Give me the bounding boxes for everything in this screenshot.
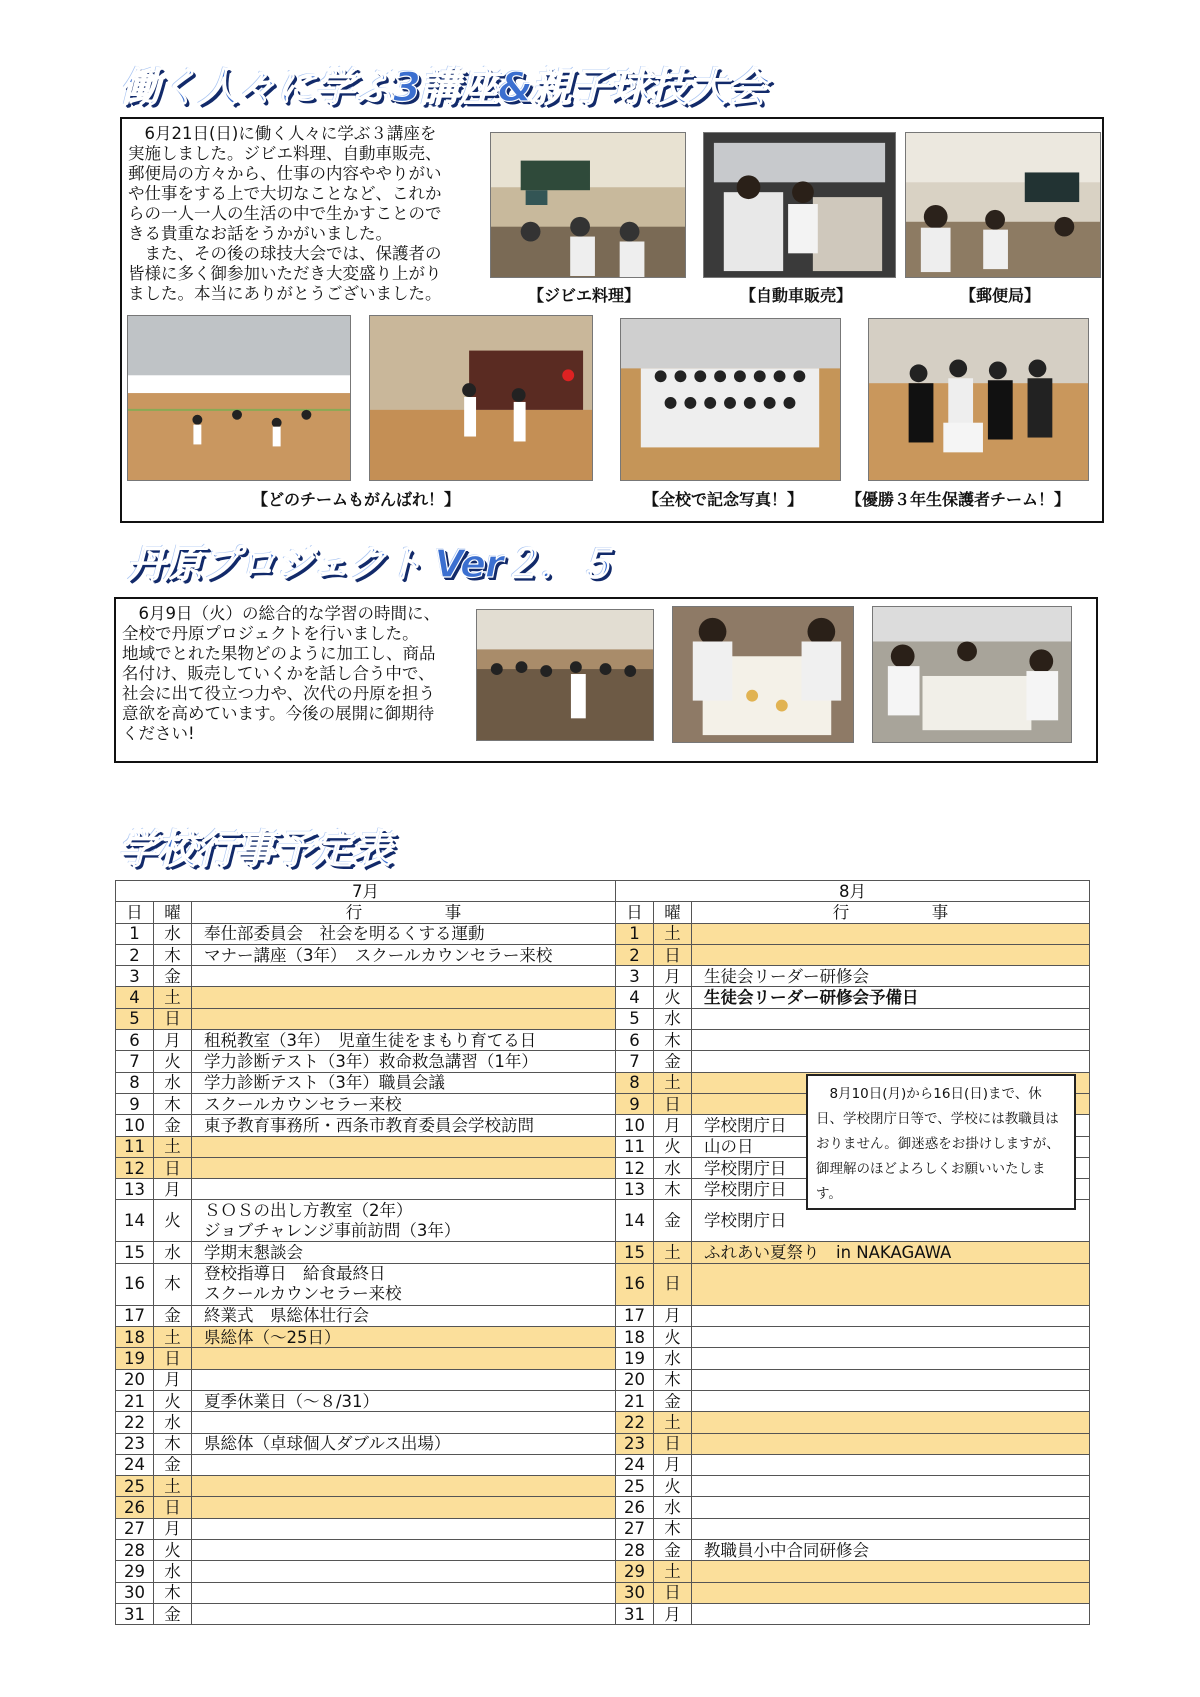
july-day: 4 [116,987,154,1008]
august-event [692,1582,1090,1603]
august-day: 4 [616,987,654,1008]
august-weekday: 金 [654,1200,692,1242]
july-weekday: 月 [154,1179,192,1200]
august-weekday: 日 [654,944,692,965]
july-weekday: 月 [154,1030,192,1051]
august-day: 8 [616,1072,654,1093]
august-day: 30 [616,1582,654,1603]
july-event [192,966,616,987]
july-event: ＳＯＳの出し方教室（2年） ジョブチャレンジ事前訪問（3年） [192,1200,616,1242]
caption-team: 【どのチームもがんばれ！】 [252,490,461,509]
july-weekday: 水 [154,923,192,944]
july-weekday: 火 [154,1390,192,1411]
july-day: 25 [116,1476,154,1497]
august-day: 27 [616,1518,654,1539]
july-weekday: 日 [154,1008,192,1029]
col-event-jul: 行 事 [192,902,616,923]
schedule-row [116,1518,1090,1539]
july-event [192,1348,616,1369]
july-weekday: 木 [154,1093,192,1114]
photo-post [905,132,1101,278]
august-day: 19 [616,1348,654,1369]
august-weekday: 月 [654,1115,692,1136]
august-weekday: 火 [654,1327,692,1348]
august-event [692,1030,1090,1051]
july-weekday: 木 [154,944,192,965]
july-event [192,1157,616,1178]
august-event: 学校閉庁日 [692,1200,1090,1242]
july-day: 21 [116,1390,154,1411]
august-event [692,1369,1090,1390]
august-event [692,1327,1090,1348]
august-day: 10 [616,1115,654,1136]
august-weekday: 土 [654,1242,692,1263]
august-event [692,1390,1090,1411]
schedule-table [115,880,1090,1625]
july-event [192,1179,616,1200]
july-weekday: 日 [154,1497,192,1518]
august-day: 1 [616,923,654,944]
caption-car: 【自動車販売】 [740,286,853,305]
schedule-row [116,1348,1090,1369]
july-weekday: 月 [154,1369,192,1390]
august-day: 2 [616,944,654,965]
august-day: 7 [616,1051,654,1072]
july-day: 10 [116,1115,154,1136]
august-weekday: 日 [654,1093,692,1114]
july-event [192,1136,616,1157]
schedule-row [116,1369,1090,1390]
july-weekday: 土 [154,1136,192,1157]
july-event [192,1369,616,1390]
august-weekday: 水 [654,1157,692,1178]
photo-project-2 [672,606,854,743]
august-weekday: 日 [654,1433,692,1454]
july-weekday: 金 [154,1603,192,1624]
august-event: ふれあい夏祭り in NAKAGAWA [692,1242,1090,1263]
july-event: 夏季休業日（～８/31） [192,1390,616,1411]
schedule-row [116,1540,1090,1561]
schedule-row [116,1030,1090,1051]
caption-post: 【郵便局】 [960,286,1041,305]
august-event [692,1603,1090,1624]
col-day-aug: 日 [616,902,654,923]
august-day: 24 [616,1454,654,1475]
july-day: 3 [116,966,154,987]
august-event [692,944,1090,965]
july-event: 学期末懇談会 [192,1242,616,1263]
july-event [192,1008,616,1029]
photo-gym-1 [127,315,351,481]
july-weekday: 日 [154,1157,192,1178]
august-day: 20 [616,1369,654,1390]
august-event [692,1454,1090,1475]
july-event: 学力診断テスト（3年）職員会議 [192,1072,616,1093]
july-event: 登校指導日 給食最終日 スクールカウンセラー来校 [192,1263,616,1305]
august-day: 26 [616,1497,654,1518]
july-day: 28 [116,1540,154,1561]
schedule-row [116,944,1090,965]
july-weekday: 火 [154,1200,192,1242]
august-weekday: 月 [654,1454,692,1475]
august-weekday: 月 [654,1305,692,1326]
schedule-row [116,1433,1090,1454]
photo-gym-2 [369,315,593,481]
col-day-jul: 日 [116,902,154,923]
schedule-row [116,1008,1090,1029]
july-weekday: 金 [154,966,192,987]
august-event [692,1497,1090,1518]
august-event [692,1412,1090,1433]
july-weekday: 月 [154,1518,192,1539]
august-weekday: 金 [654,1051,692,1072]
august-event: 学校閉庁日 [692,1179,1090,1200]
august-event: 教職員小中合同研修会 [692,1540,1090,1561]
august-weekday: 土 [654,1412,692,1433]
august-weekday: 金 [654,1540,692,1561]
august-event [692,1051,1090,1072]
july-day: 30 [116,1582,154,1603]
month-july: 7月 [116,881,616,902]
july-event: 県総体（～25日） [192,1327,616,1348]
july-day: 8 [116,1072,154,1093]
july-day: 29 [116,1561,154,1582]
august-weekday: 木 [654,1518,692,1539]
july-day: 24 [116,1454,154,1475]
closure-notice: 8月10日(月)から16日(日)まで、休日、学校閉庁日等で、学校には教職員はおりません。御迷惑をお掛けしますが、御理解のほどよろしくお願いいたします。 [806,1074,1076,1210]
july-weekday: 日 [154,1348,192,1369]
july-event: 奉仕部委員会 社会を明るくする運動 [192,923,616,944]
august-day: 9 [616,1093,654,1114]
schedule-row [116,1561,1090,1582]
august-weekday: 土 [654,923,692,944]
august-day: 25 [616,1476,654,1497]
july-day: 26 [116,1497,154,1518]
schedule-row [116,1327,1090,1348]
july-day: 11 [116,1136,154,1157]
july-event [192,1476,616,1497]
section2-title: 丹原プロジェクト Ver２．５ [127,542,614,586]
photo-winner [868,318,1089,481]
july-event [192,987,616,1008]
caption-gibier: 【ジビエ料理】 [528,286,641,305]
july-day: 15 [116,1242,154,1263]
august-day: 17 [616,1305,654,1326]
august-event [692,923,1090,944]
august-event [692,1348,1090,1369]
july-event: 県総体（卓球個人ダブルス出場） [192,1433,616,1454]
photo-gibier [490,132,686,278]
july-weekday: 金 [154,1454,192,1475]
section1-text: 6月21日(日)に働く人々に学ぶ３講座を 実施しました。ジビエ料理、自動車販売、 郵便局の方々から、仕事の内容ややりがい や仕事をする上で大切なことなど、これか らの一人一人の生活の中で生かすことので きる貴重なお話をうかがいました。 また、その後の球技大会では、保護者の 皆様に多く御参加いただき大変盛り上がり ました。本当にありがとうございました。 [128,124,442,303]
july-day: 7 [116,1051,154,1072]
july-event: 東予教育事務所・西条市教育委員会学校訪問 [192,1115,616,1136]
july-event [192,1518,616,1539]
august-event [692,1433,1090,1454]
july-event: 終業式 県総体壮行会 [192,1305,616,1326]
august-weekday: 木 [654,1179,692,1200]
july-day: 12 [116,1157,154,1178]
july-day: 5 [116,1008,154,1029]
col-event-aug: 行 事 [692,902,1090,923]
photo-project-3 [872,606,1072,743]
august-weekday: 水 [654,1008,692,1029]
august-day: 14 [616,1200,654,1242]
july-weekday: 水 [154,1412,192,1433]
july-weekday: 木 [154,1433,192,1454]
august-day: 3 [616,966,654,987]
august-day: 5 [616,1008,654,1029]
july-day: 17 [116,1305,154,1326]
august-event [692,1008,1090,1029]
august-day: 15 [616,1242,654,1263]
schedule-row [116,1305,1090,1326]
schedule-row [116,1412,1090,1433]
august-weekday: 水 [654,1348,692,1369]
august-weekday: 土 [654,1072,692,1093]
schedule-row [116,987,1090,1008]
august-weekday: 水 [654,1497,692,1518]
schedule-row [116,1390,1090,1411]
july-day: 23 [116,1433,154,1454]
july-event [192,1454,616,1475]
august-event: 生徒会リーダー研修会予備日 [692,987,1090,1008]
july-day: 22 [116,1412,154,1433]
august-day: 13 [616,1179,654,1200]
july-day: 20 [116,1369,154,1390]
july-weekday: 土 [154,1476,192,1497]
july-event [192,1582,616,1603]
july-event: マナー講座（3年） スクールカウンセラー来校 [192,944,616,965]
august-weekday: 火 [654,1476,692,1497]
august-weekday: 月 [654,1603,692,1624]
july-weekday: 火 [154,1540,192,1561]
schedule-row [116,1603,1090,1624]
august-day: 23 [616,1433,654,1454]
schedule-row [116,966,1090,987]
august-day: 29 [616,1561,654,1582]
july-day: 6 [116,1030,154,1051]
august-weekday: 土 [654,1561,692,1582]
schedule-row [116,1582,1090,1603]
col-weekday-jul: 曜 [154,902,192,923]
schedule-row [116,1497,1090,1518]
august-day: 11 [616,1136,654,1157]
august-weekday: 月 [654,966,692,987]
schedule-row [116,1263,1090,1305]
july-day: 13 [116,1179,154,1200]
schedule-row [116,1454,1090,1475]
july-weekday: 土 [154,1327,192,1348]
july-weekday: 木 [154,1582,192,1603]
july-event: 学力診断テスト（3年）救命救急講習（1年） [192,1051,616,1072]
july-event [192,1561,616,1582]
schedule-row [116,1242,1090,1263]
july-event: 租税教室（3年） 児童生徒をまもり育てる日 [192,1030,616,1051]
july-event [192,1540,616,1561]
august-day: 16 [616,1263,654,1305]
section3-title: 学校行事予定表 [118,827,391,873]
july-day: 31 [116,1603,154,1624]
col-weekday-aug: 曜 [654,902,692,923]
august-weekday: 日 [654,1582,692,1603]
july-weekday: 土 [154,987,192,1008]
august-event [692,1561,1090,1582]
caption-winner: 【優勝３年生保護者チーム！】 [846,490,1071,509]
august-event [692,1263,1090,1305]
july-day: 16 [116,1263,154,1305]
july-weekday: 金 [154,1115,192,1136]
august-day: 28 [616,1540,654,1561]
july-weekday: 木 [154,1263,192,1305]
august-weekday: 日 [654,1263,692,1305]
august-event [692,1518,1090,1539]
august-weekday: 火 [654,987,692,1008]
july-day: 19 [116,1348,154,1369]
july-event [192,1412,616,1433]
august-event: 生徒会リーダー研修会 [692,966,1090,987]
august-day: 31 [616,1603,654,1624]
section2-text: 6月9日（火）の総合的な学習の時間に、 全校で丹原プロジェクトを行いました。 地域でとれた果物どのように加工し、商品 名付け、販売していくかを話し合う中で、 社会に出て役立つ力や、次代の丹原を担う 意欲を高めています。今後の展開に御期待 ください! [122,604,440,743]
august-day: 21 [616,1390,654,1411]
august-weekday: 木 [654,1030,692,1051]
august-event: 学校閉庁日 [692,1115,1090,1136]
schedule-row [116,923,1090,944]
july-weekday: 水 [154,1072,192,1093]
july-weekday: 水 [154,1242,192,1263]
july-day: 27 [116,1518,154,1539]
july-weekday: 火 [154,1051,192,1072]
photo-car [703,132,896,278]
july-day: 9 [116,1093,154,1114]
july-day: 2 [116,944,154,965]
august-event [692,1305,1090,1326]
august-event: 学校閉庁日 [692,1157,1090,1178]
july-day: 14 [116,1200,154,1242]
july-event [192,1603,616,1624]
july-event [192,1497,616,1518]
july-weekday: 金 [154,1305,192,1326]
july-event: スクールカウンセラー来校 [192,1093,616,1114]
july-day: 1 [116,923,154,944]
august-event: 山の日 [692,1136,1090,1157]
august-event [692,1476,1090,1497]
photo-group [620,318,841,481]
august-day: 18 [616,1327,654,1348]
august-weekday: 木 [654,1369,692,1390]
august-day: 22 [616,1412,654,1433]
schedule-row [116,1476,1090,1497]
august-day: 12 [616,1157,654,1178]
july-day: 18 [116,1327,154,1348]
section1-title: 働く人々に学ぶ3講座&親子球技大会 [120,65,766,111]
month-august: 8月 [616,881,1090,902]
august-weekday: 火 [654,1136,692,1157]
july-weekday: 水 [154,1561,192,1582]
august-day: 6 [616,1030,654,1051]
schedule-row [116,1051,1090,1072]
august-weekday: 金 [654,1390,692,1411]
photo-project-1 [476,609,654,741]
caption-photo: 【全校で記念写真！】 [643,490,804,509]
